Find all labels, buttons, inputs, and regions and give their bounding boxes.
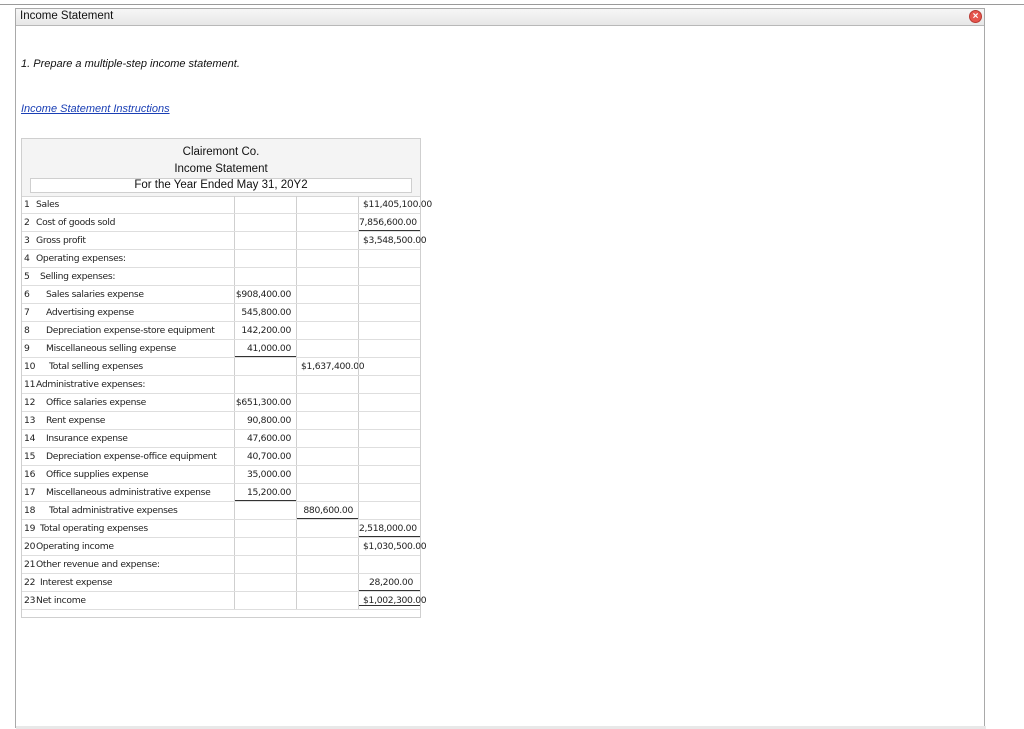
row-label[interactable]: Sales salaries expense	[46, 289, 144, 300]
title-bar	[16, 9, 984, 26]
row-number: 22	[24, 577, 36, 588]
row-label[interactable]: Depreciation expense-store equipment	[46, 325, 215, 336]
row-label[interactable]: Insurance expense	[46, 433, 128, 444]
statement-row	[22, 340, 420, 358]
row-label[interactable]: Total operating expenses	[40, 523, 148, 534]
amount-cell-c3[interactable]: 28,200.00	[358, 574, 420, 591]
statement-name: Income Statement	[174, 163, 268, 175]
row-label[interactable]: Interest expense	[40, 577, 113, 588]
row-number: 4	[24, 253, 30, 264]
statement-row	[22, 358, 420, 376]
statement-row	[22, 214, 420, 232]
amount-cell-c1[interactable]: 90,800.00	[234, 412, 296, 429]
amount-cell-c2[interactable]	[296, 484, 358, 501]
income-statement-sheet	[21, 138, 432, 618]
close-icon[interactable]: ×	[969, 10, 982, 23]
amount-cell-c3[interactable]	[358, 394, 420, 411]
statement-period-field[interactable]: For the Year Ended May 31, 20Y2	[30, 178, 412, 193]
row-label[interactable]: Advertising expense	[46, 307, 134, 318]
row-label[interactable]: Gross profit	[36, 235, 86, 246]
amount-cell-c3[interactable]: 2,518,000.00	[358, 520, 420, 537]
row-number: 19	[24, 523, 36, 534]
row-label[interactable]: Cost of goods sold	[36, 217, 116, 228]
row-label[interactable]: Net income	[36, 595, 86, 606]
row-number: 14	[24, 433, 36, 444]
amount-cell-c3[interactable]: $1,002,300.00	[358, 592, 420, 609]
row-label[interactable]: Office salaries expense	[46, 397, 146, 408]
statement-row	[22, 304, 420, 322]
row-label[interactable]: Other revenue and expense:	[36, 559, 160, 570]
amount-cell-c2[interactable]	[296, 250, 358, 267]
amount-cell-c2[interactable]	[296, 196, 358, 213]
row-label[interactable]: Miscellaneous selling expense	[46, 343, 176, 354]
row-label[interactable]: Office supplies expense	[46, 469, 149, 480]
statement-row	[22, 376, 420, 394]
statement-row	[22, 484, 420, 502]
statement-row	[22, 448, 420, 466]
row-label[interactable]: Total administrative expenses	[49, 505, 178, 516]
amount-cell-c2[interactable]	[296, 322, 358, 339]
statement-row	[22, 592, 427, 610]
amount-cell-c1[interactable]: 545,800.00	[234, 304, 296, 321]
row-label[interactable]: Sales	[36, 199, 59, 210]
row-number: 10	[24, 361, 36, 372]
amount-cell-c2[interactable]: $1,637,400.00	[296, 358, 358, 375]
row-number: 11	[24, 379, 36, 390]
amount-cell-c1[interactable]	[234, 268, 296, 285]
amount-cell-c3[interactable]	[358, 430, 420, 447]
row-number: 6	[24, 289, 30, 300]
row-label[interactable]: Depreciation expense-office equipment	[46, 451, 217, 462]
income-statement-window	[15, 8, 985, 728]
amount-cell-c2[interactable]	[296, 214, 358, 231]
row-number: 7	[24, 307, 30, 318]
amount-cell-c1[interactable]	[234, 574, 296, 591]
statement-row	[22, 556, 420, 574]
amount-cell-c1[interactable]	[234, 196, 296, 213]
statement-row	[22, 430, 420, 448]
amount-cell-c3[interactable]	[358, 322, 420, 339]
amount-cell-c2[interactable]	[296, 304, 358, 321]
amount-cell-c1[interactable]	[234, 232, 296, 249]
statement-row	[22, 502, 420, 520]
row-number: 18	[24, 505, 36, 516]
amount-cell-c3[interactable]	[358, 466, 420, 483]
amount-cell-c2[interactable]	[296, 286, 358, 303]
amount-cell-c2[interactable]	[296, 520, 358, 537]
amount-cell-c2[interactable]	[296, 268, 358, 285]
statement-header	[22, 139, 420, 197]
window-title: Income Statement	[20, 10, 114, 22]
row-label[interactable]: Operating income	[36, 541, 114, 552]
row-number: 12	[24, 397, 36, 408]
row-label[interactable]: Administrative expenses:	[36, 379, 146, 390]
amount-cell-c2[interactable]	[296, 394, 358, 411]
amount-cell-c3[interactable]: $3,548,500.00	[358, 232, 420, 249]
row-label[interactable]: Operating expenses:	[36, 253, 126, 264]
amount-cell-c3[interactable]	[358, 286, 420, 303]
amount-cell-c1[interactable]: 47,600.00	[234, 430, 296, 447]
statement-row	[22, 574, 420, 592]
row-label[interactable]: Selling expenses:	[40, 271, 116, 282]
amount-cell-c2[interactable]	[296, 466, 358, 483]
statement-row	[22, 286, 420, 304]
amount-cell-c1[interactable]: $908,400.00	[234, 286, 296, 303]
amount-cell-c2[interactable]	[296, 448, 358, 465]
amount-cell-c3[interactable]	[358, 250, 420, 267]
amount-cell-c1[interactable]	[234, 520, 296, 537]
amount-cell-c1[interactable]: 41,000.00	[234, 340, 296, 357]
statement-row	[22, 466, 420, 484]
amount-cell-c1[interactable]	[234, 376, 296, 393]
row-number: 21	[24, 559, 36, 570]
statement-row	[22, 322, 420, 340]
statement-row	[22, 232, 427, 250]
amount-cell-c3[interactable]	[358, 304, 420, 321]
instruction-text: 1. Prepare a multiple-step income statement.	[21, 58, 240, 70]
amount-cell-c1[interactable]: $651,300.00	[234, 394, 296, 411]
statement-row	[22, 538, 427, 556]
amount-cell-c1[interactable]	[234, 250, 296, 267]
amount-cell-c3[interactable]: $11,405,100.00	[358, 196, 420, 213]
amount-cell-c2[interactable]	[296, 574, 358, 591]
amount-cell-c3[interactable]	[358, 268, 420, 285]
amount-cell-c3[interactable]	[358, 484, 420, 501]
company-name: Clairemont Co.	[182, 146, 260, 158]
row-label[interactable]: Miscellaneous administrative expense	[46, 487, 211, 498]
amount-cell-c1[interactable]: 142,200.00	[234, 322, 296, 339]
statement-row	[22, 196, 432, 214]
amount-cell-c3[interactable]: $1,030,500.00	[358, 538, 420, 555]
row-number: 8	[24, 325, 30, 336]
amount-cell-c2[interactable]	[296, 430, 358, 447]
row-number: 13	[24, 415, 36, 426]
amount-cell-c1[interactable]	[234, 556, 296, 573]
row-number: 20	[24, 541, 36, 552]
amount-cell-c1[interactable]	[234, 214, 296, 231]
row-label[interactable]: Total selling expenses	[49, 361, 143, 372]
statement-row	[22, 394, 420, 412]
amount-cell-c2[interactable]	[296, 592, 358, 609]
row-number: 9	[24, 343, 30, 354]
amount-cell-c2[interactable]	[296, 232, 358, 249]
amount-cell-c1[interactable]	[234, 592, 296, 609]
row-number: 3	[24, 235, 30, 246]
amount-cell-c3[interactable]	[358, 448, 420, 465]
amount-cell-c3[interactable]	[358, 556, 420, 573]
amount-cell-c3[interactable]	[358, 412, 420, 429]
amount-cell-c1[interactable]: 40,700.00	[234, 448, 296, 465]
amount-cell-c1[interactable]: 15,200.00	[234, 484, 296, 501]
amount-cell-c3[interactable]	[358, 358, 420, 375]
amount-cell-c1[interactable]	[234, 538, 296, 555]
amount-cell-c2[interactable]	[296, 376, 358, 393]
amount-cell-c2[interactable]: 880,600.00	[296, 502, 358, 519]
amount-cell-c3[interactable]	[358, 376, 420, 393]
statement-row	[22, 520, 420, 538]
statement-rows	[22, 196, 432, 610]
statement-row	[22, 412, 420, 430]
amount-cell-c3[interactable]: 7,856,600.00	[358, 214, 420, 231]
row-number: 17	[24, 487, 36, 498]
amount-cell-c2[interactable]	[296, 538, 358, 555]
row-number: 15	[24, 451, 36, 462]
amount-cell-c2[interactable]	[296, 340, 358, 357]
row-label[interactable]: Rent expense	[46, 415, 106, 426]
amount-cell-c1[interactable]: 35,000.00	[234, 466, 296, 483]
amount-cell-c3[interactable]	[358, 502, 420, 519]
amount-cell-c1[interactable]	[234, 502, 296, 519]
row-number: 2	[24, 217, 30, 228]
row-number: 23	[24, 595, 36, 606]
row-number: 5	[24, 271, 30, 282]
amount-cell-c1[interactable]	[234, 358, 296, 375]
row-number: 16	[24, 469, 36, 480]
amount-cell-c2[interactable]	[296, 556, 358, 573]
amount-cell-c3[interactable]	[358, 340, 420, 357]
top-rule	[0, 4, 1024, 5]
instructions-link[interactable]: Income Statement Instructions	[21, 103, 170, 115]
statement-row	[22, 268, 420, 286]
row-number: 1	[24, 199, 30, 210]
amount-cell-c2[interactable]	[296, 412, 358, 429]
statement-row	[22, 250, 420, 268]
